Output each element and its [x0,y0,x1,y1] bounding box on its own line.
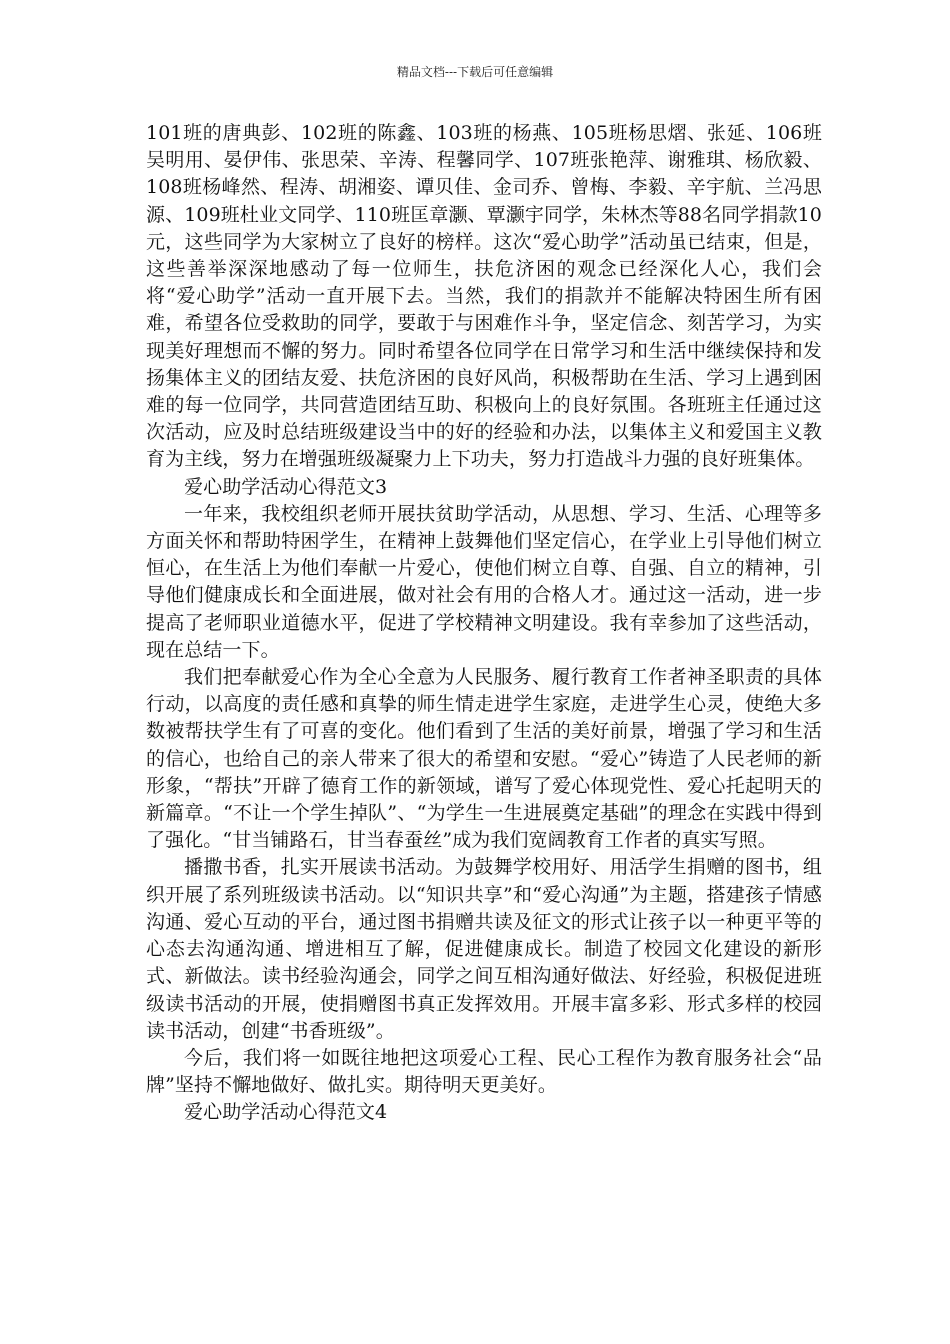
section-heading-3: 爱心助学活动心得范文3 [184,475,388,498]
paragraph: 我们把奉献爱心作为全心全意为人民服务、履行教育工作者神圣职责的具体行动，以高度的责任感和真挚的师生情走进学生家庭，走进学生心灵，使绝大多数被帮扶学生有了可喜的变化。他们看到了生活的美好前景，增强了学习和生活的信心，也给自己的亲人带来了很大的希望和安慰。“爱心”铸造了人民老师的新形象，“帮扶”开辟了德育工作的新领域，谱写了爱心体现党性、爱心托起明天的新篇章。“不让一个学生掉队”、“为学生一生进展奠定基础”的理念在实践中得到了强化。“甘当铺路石，甘当春蚕丝”成为我们宽阔教育工作者的真实写照。 [146,666,822,852]
paragraph: 今后，我们将一如既往地把这项爱心工程、民心工程作为教育服务社会“品牌”坚持不懈地做好、做扎实。期待明天更美好。 [146,1046,822,1097]
paragraph: 播撒书香，扎实开展读书活动。为鼓舞学校用好、用活学生捐赠的图书，组织开展了系列班级读书活动。以“知识共享”和“爱心沟通”为主题，搭建孩子情感沟通、爱心互动的平台，通过图书捐赠共读及征文的形式让孩子以一种更平等的心态去沟通沟通、增进相互了解，促进健康成长。制造了校园文化建设的新形式、新做法。读书经验沟通会，同学之间互相沟通好做法、好经验，积极促进班级读书活动的开展，使捐赠图书真正发挥效用。开展丰富多彩、形式多样的校园读书活动，创建“书香班级”。 [146,856,822,1042]
page-header: 精品文档---下载后可任意编辑 [396,65,554,79]
paragraph-continued: 101班的唐典彭、102班的陈鑫、103班的杨燕、105班杨思熠、张延、106班吴明用、晏伊伟、张思荣、辛涛、程馨同学、107班张艳萍、谢雅琪、杨欣毅、108班杨峰然、程涛、胡湘姿、谭贝佳、金司乔、曾梅、李毅、辛宇航、兰冯思源、109班杜业文同学、110班匡章灏、覃灏宇同学，朱林杰等88名同学捐款10元，这些同学为大家树立了良好的榜样。这次“爱心助学”活动虽已结束，但是，这些善举深深地感动了每一位师生，扶危济困的观念已经深化人心，我们会将“爱心助学”活动一直开展下去。当然，我们的捐款并不能解决特困生所有困难，希望各位受救助的同学，要敢于与困难作斗争，坚定信念、刻苦学习，为实现美好理想而不懈的努力。同时希望各位同学在日常学习和生活中继续保持和发扬集体主义的团结友爱、扶危济困的良好风尚，积极帮助在生活、学习上遇到困难的每一位同学，共同营造团结互助、积极向上的良好氛围。各班班主任通过这次活动，应及时总结班级建设当中的好的经验和办法，以集体主义和爱国主义教育为主线，努力在增强班级凝聚力上下功夫，努力打造战斗力强的良好班集体。 [146,122,822,471]
document-body [146,120,822,1127]
paragraph: 一年来，我校组织老师开展扶贫助学活动，从思想、学习、生活、心理等多方面关怀和帮助特困学生，在精神上鼓舞他们坚定信心，在学业上引导他们树立恒心，在生活上为他们奉献一片爱心，使他们树立自尊、自强、自立的精神，引导他们健康成长和全面进展，做对社会有用的合格人才。通过这一活动，进一步提高了老师职业道德水平，促进了学校精神文明建设。我有幸参加了这些活动，现在总结一下。 [146,502,822,661]
section-heading-4: 爱心助学活动心得范文4 [184,1101,388,1124]
